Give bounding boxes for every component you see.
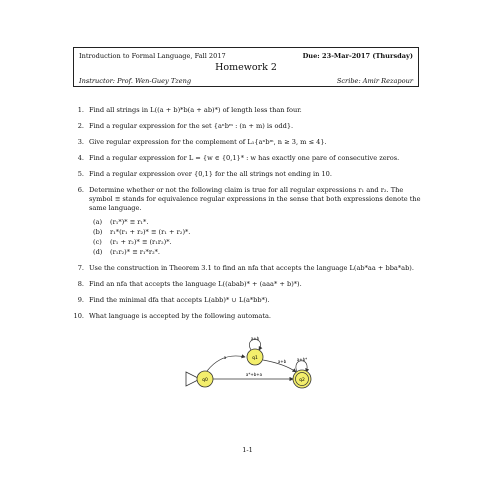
subitem-text: (r₁ + r₂)* ≡ (r₁r₂)*.: [110, 238, 172, 246]
subitem-label: (b): [93, 228, 103, 236]
problem-number: 10.: [73, 312, 84, 320]
state-label: q2: [299, 378, 305, 383]
problem-text: Use the construction in Theorem 3.1 to find an nfa that accepts the language L(ab*aa + bba*ab).: [89, 264, 414, 272]
problem-number: 9.: [77, 296, 84, 304]
problem-text: Find all strings in L((a + b)*b(a + ab)*) of length less than four.: [89, 106, 302, 114]
due-date: Due: 23-Mar-2017 (Thursday): [302, 52, 413, 60]
problem-text: Determine whether or not the following claim is true for all regular expressions r₁ and r₂. The symbol ≡ stands for equivalence regular expressions in the sense that both expressions denote the same language.: [89, 186, 421, 212]
edge-label: a+b: [277, 359, 287, 364]
problem-number: 5.: [77, 170, 84, 178]
subitem-label: (a): [93, 218, 103, 226]
problem-text: Find an nfa that accepts the language L((abab)* + (aaa* + b)*).: [89, 280, 302, 288]
edge-label: a+b*: [296, 357, 308, 362]
state-label: q0: [202, 378, 208, 383]
scribe: Scribe: Amir Rezapour: [336, 77, 413, 85]
problem-text: Give regular expression for the complement of L₁{aⁿbᵐ, n ≥ 3, m ≤ 4}.: [89, 138, 327, 146]
loop-q1: [249, 340, 260, 351]
problem-text: What language is accepted by the following automata.: [89, 312, 272, 320]
subitem-text: r₁*(r₁ + r₂)* ≡ (r₁ + r₂)*.: [110, 228, 191, 236]
problem-number: 3.: [77, 138, 84, 146]
subitem-label: (c): [93, 238, 102, 246]
problem-number: 6.: [77, 186, 84, 194]
problem-text: Find a regular expression over {0,1} for the all strings not ending in 10.: [89, 170, 332, 178]
problem-text: Find a regular expression for L = {w ∈ {0,1}* : w has exactly one pare of consecutive zeros.: [89, 154, 400, 162]
instructor: Instructor: Prof. Wen-Guey Tzeng: [79, 77, 192, 85]
problem-number: 8.: [77, 280, 84, 288]
edge-label: a+b: [250, 336, 260, 341]
problem-number: 7.: [77, 264, 84, 272]
page-title: Homework 2: [215, 62, 277, 73]
subitem-text: (r₁*)* ≡ r₁*.: [110, 218, 149, 226]
page-number: 1-1: [242, 446, 253, 454]
state-label: q1: [252, 356, 258, 361]
edge-label: a*+b+a: [245, 372, 263, 377]
subitem-label: (d): [93, 248, 103, 256]
subitem-text: (r₁r₂)* ≡ r₁*r₂*.: [110, 248, 161, 256]
course-name: Introduction to Formal Language, Fall 2017: [79, 52, 226, 60]
problem-text: Find a regular expression for the set {aⁿbᵐ : (n + m) is odd}.: [89, 122, 294, 130]
problem-text: Find the minimal dfa that accepts L(abb)* ∪ L(a*bb*).: [89, 296, 270, 304]
problem-number: 2.: [77, 122, 84, 130]
problem-number: 1.: [77, 106, 84, 114]
edge-label: a: [223, 355, 227, 360]
problem-number: 4.: [77, 154, 84, 162]
